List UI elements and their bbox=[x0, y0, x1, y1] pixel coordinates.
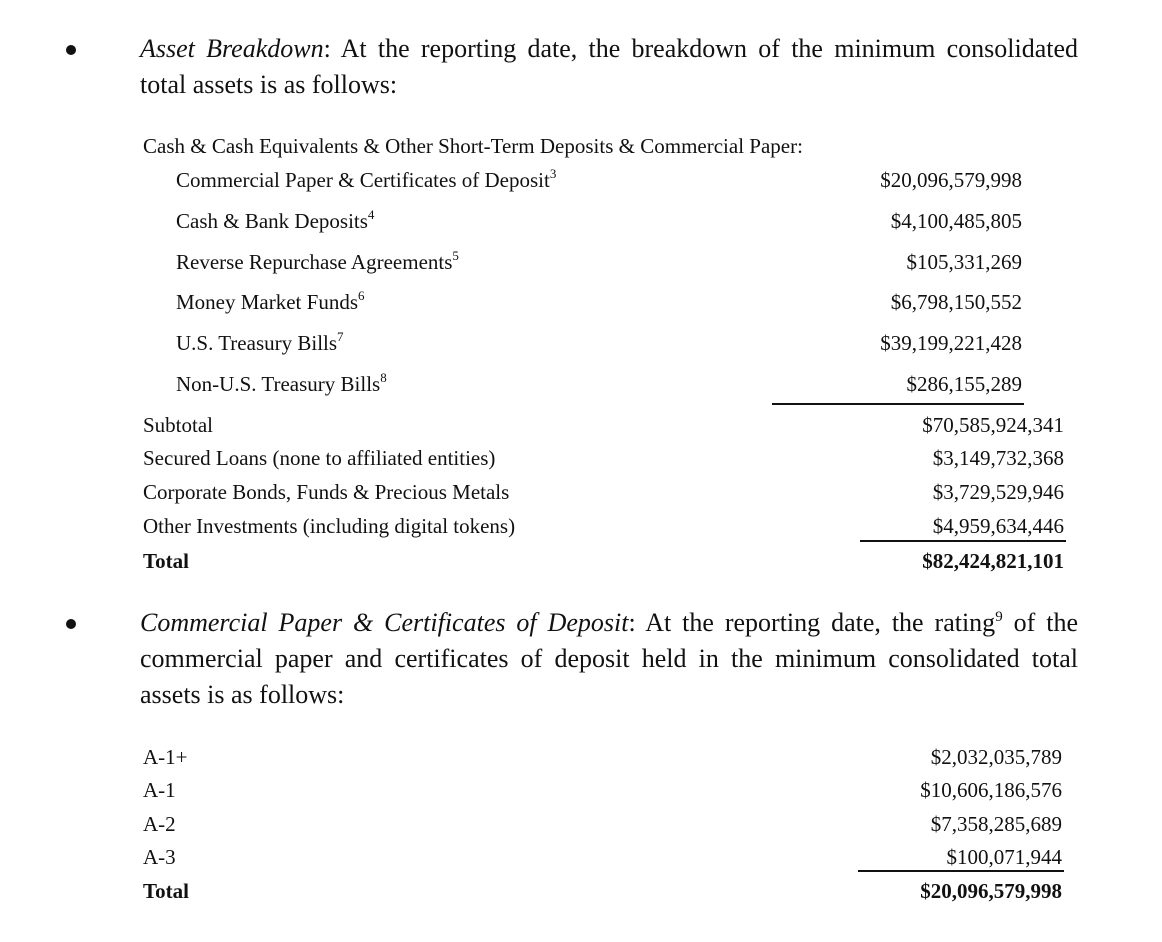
rating-label: A-1 bbox=[143, 778, 176, 802]
footnote-ref: 9 bbox=[995, 609, 1003, 625]
bullet-point bbox=[66, 45, 76, 55]
item-label: U.S. Treasury Bills$^7$ bbox=[176, 329, 344, 355]
item-label: Reverse Repurchase Agreements$^5$ bbox=[176, 248, 459, 274]
subtotal-label: Subtotal bbox=[143, 413, 214, 437]
item-amount: $4,100,485,805 bbox=[890, 209, 1022, 233]
footnote-ref: 4 bbox=[367, 207, 375, 222]
footnote-ref: 8 bbox=[380, 370, 387, 385]
other-amount: $3,729,529,946 bbox=[932, 480, 1064, 504]
rating-amount: $7,358,285,689 bbox=[930, 812, 1062, 836]
total-rule bbox=[860, 540, 1066, 542]
item-amount: $105,331,269 bbox=[906, 250, 1022, 274]
rating-label: A-2 bbox=[143, 812, 176, 836]
bullet-point bbox=[66, 619, 76, 629]
item-amount: $39,199,221,428 bbox=[880, 331, 1022, 355]
footnote-ref: 5 bbox=[452, 248, 459, 263]
item-amount: $286,155,289 bbox=[906, 372, 1022, 396]
other-label: Secured Loans (none to affiliated entities) bbox=[143, 446, 496, 470]
rating-amount: $100,071,944 bbox=[946, 845, 1062, 869]
asset-breakdown-paragraph bbox=[140, 31, 1078, 103]
rating-amount: $10,606,186,576 bbox=[920, 778, 1062, 802]
total-label: Total bbox=[143, 549, 189, 573]
item-amount: $20,096,579,998 bbox=[880, 168, 1022, 192]
group-header: Cash & Cash Equivalents & Other Short-Term Deposits & Commercial Paper: bbox=[143, 134, 803, 158]
subtotal-amount: $70,585,924,341 bbox=[922, 413, 1064, 437]
ratings-total-label: Total bbox=[143, 879, 189, 903]
ratings-total-rule bbox=[858, 870, 1064, 872]
ratings-total-amount: $20,096,579,998 bbox=[920, 879, 1062, 903]
other-amount: $4,959,634,446 bbox=[932, 514, 1064, 538]
rating-amount: $2,032,035,789 bbox=[930, 745, 1062, 769]
rating-label: A-3 bbox=[143, 845, 176, 869]
footnote-ref: 6 bbox=[358, 288, 365, 303]
total-amount: $82,424,821,101 bbox=[922, 549, 1064, 573]
asset-breakdown-heading: Asset Breakdown bbox=[140, 34, 324, 63]
item-label: Commercial Paper & Certificates of Deposit$^3$ bbox=[176, 166, 557, 192]
subtotal-rule bbox=[772, 403, 1024, 405]
asset-breakdown-text: : At the reporting date, the breakdown of the minimum consolidated total assets is as follows: bbox=[140, 34, 1078, 99]
footnote-ref: 3 bbox=[549, 166, 557, 181]
other-label: Other Investments (including digital tokens) bbox=[143, 514, 516, 538]
item-label: Money Market Funds$^6$ bbox=[176, 288, 365, 314]
rating-label: A-1+ bbox=[143, 745, 188, 769]
item-label: Cash & Bank Deposits$^4$ bbox=[176, 207, 375, 233]
other-amount: $3,149,732,368 bbox=[932, 446, 1064, 470]
other-label: Corporate Bonds, Funds & Precious Metals bbox=[143, 480, 510, 504]
cp-cd-heading: Commercial Paper & Certificates of Deposit bbox=[140, 608, 629, 637]
item-amount: $6,798,150,552 bbox=[890, 290, 1022, 314]
item-label: Non-U.S. Treasury Bills$^8$ bbox=[176, 370, 387, 396]
cp-cd-paragraph: Commercial Paper & Certificates of Deposit: At the reporting date, the rating$^9$ of the commercial paper and certificates of deposit held in the minimum consolidated total assets is as follows: bbox=[140, 608, 1078, 709]
footnote-ref: 7 bbox=[337, 329, 344, 344]
